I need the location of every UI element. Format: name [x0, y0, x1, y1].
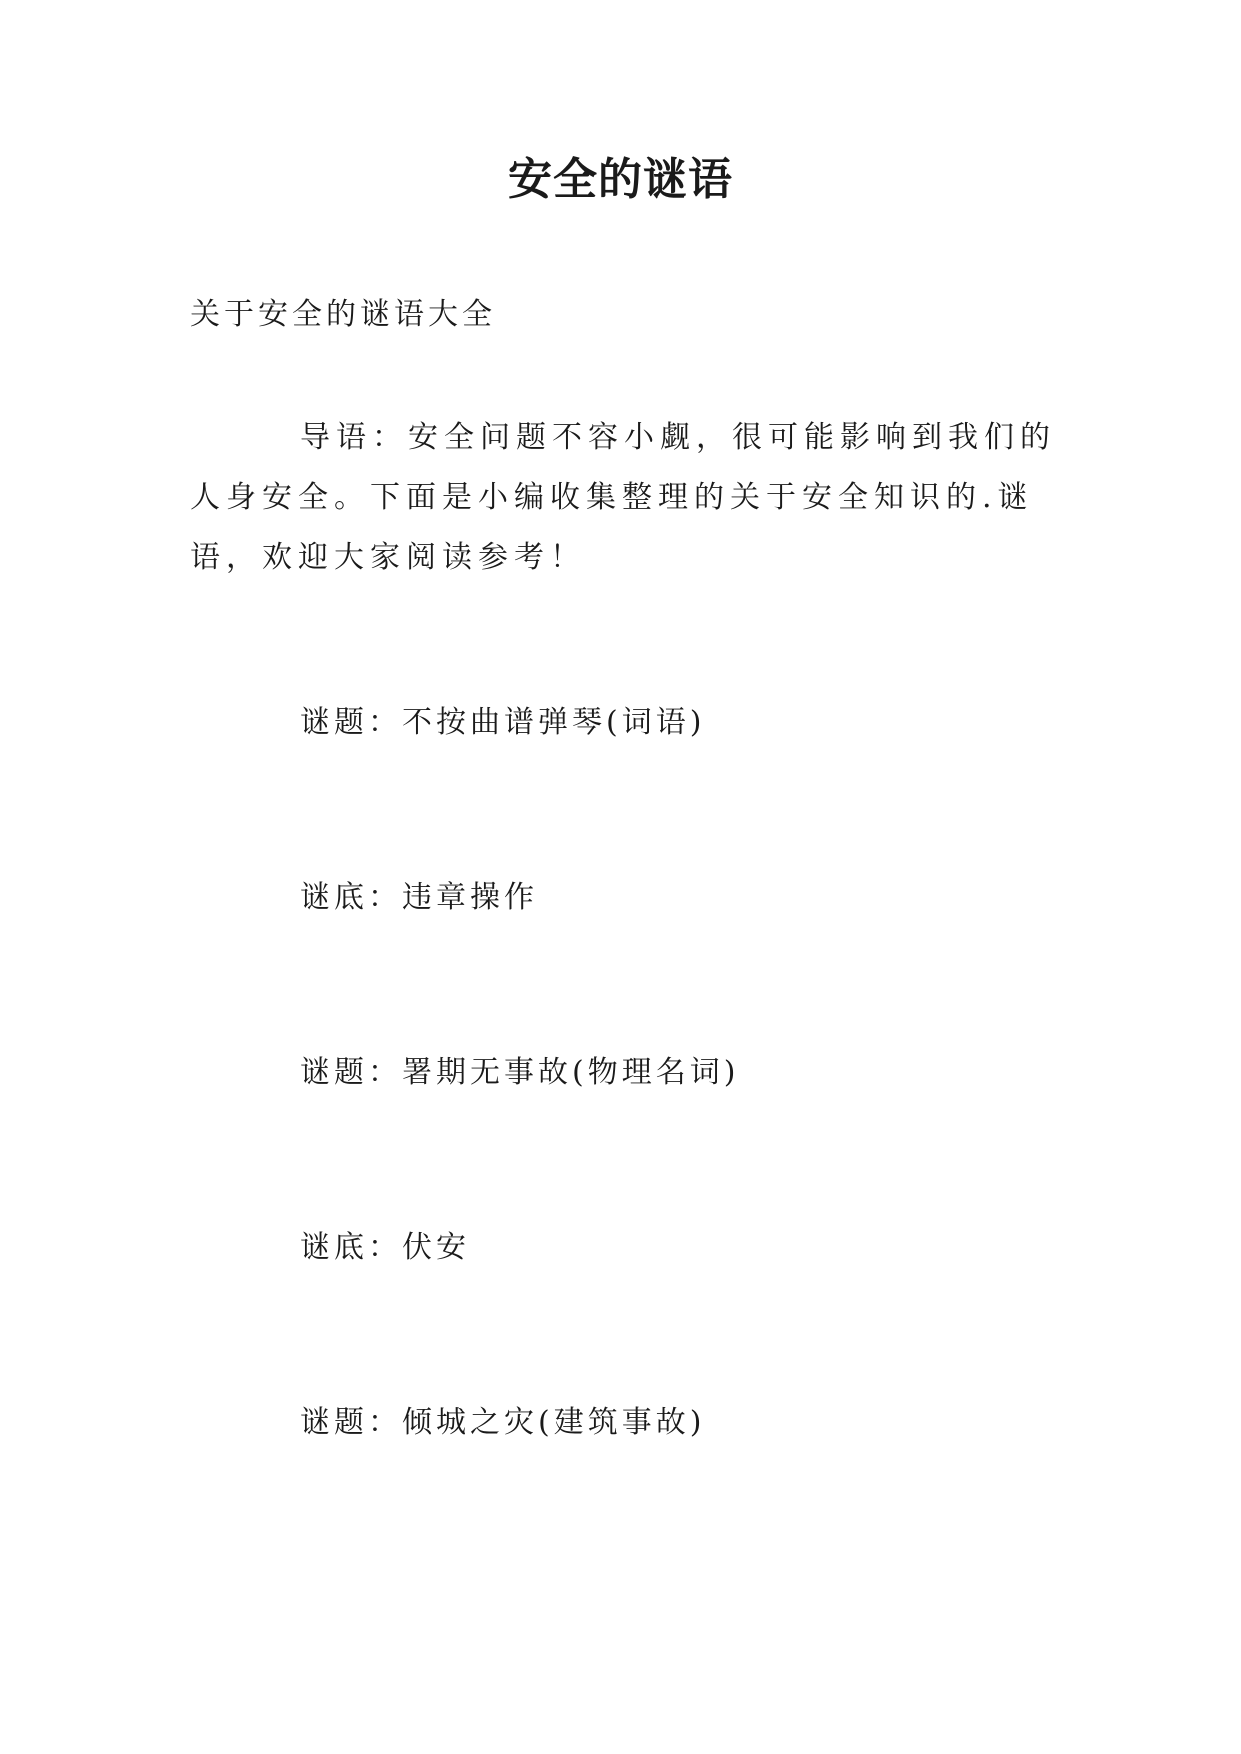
riddle-answer-1: 谜底：违章操作 [300, 880, 538, 915]
riddle-answer-2: 谜底：伏安 [300, 1230, 470, 1265]
riddle-question-3: 谜题：倾城之灾(建筑事故) [300, 1405, 706, 1440]
intro-paragraph: 导语：安全问题不容小觑，很可能影响到我们的人身安全。下面是小编收集整理的关于安全知识的.谜语，欢迎大家阅读参考！ [190, 420, 1056, 575]
riddle-question-2: 谜题：署期无事故(物理名词) [300, 1055, 740, 1090]
document-subtitle: 关于安全的谜语大全 [190, 297, 496, 332]
riddle-question-1: 谜题：不按曲谱弹琴(词语) [300, 705, 706, 740]
page-title: 安全的谜语 [508, 154, 733, 205]
